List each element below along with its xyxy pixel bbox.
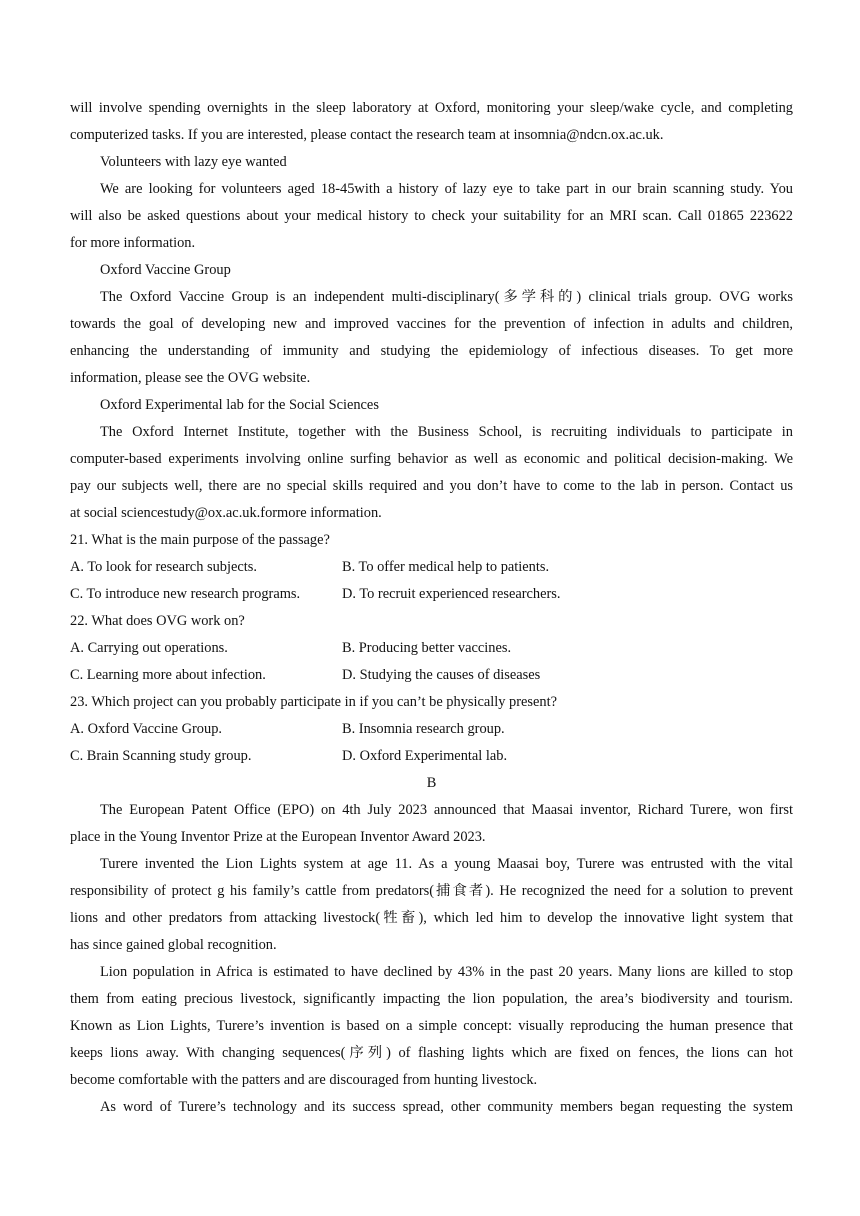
- text-line: pay our subjects well, there are no special skills required and you don’t have to come to the lab in person. Contact us: [70, 478, 793, 494]
- option-d: D. To recruit experienced researchers.: [342, 586, 561, 602]
- option-b: B. Producing better vaccines.: [342, 640, 512, 656]
- text-line: Turere invented the Lion Lights system at age 11. As a young Maasai boy, Turere was entrusted with the vital: [100, 856, 793, 872]
- text-line: keeps lions away. With changing sequences(序列) of flashing lights which are fixed on fences, the lions can hot: [70, 1045, 793, 1061]
- text-line: The Oxford Vaccine Group is an independent multi-disciplinary(多学科的) clinical trials group. OVG works: [100, 289, 793, 305]
- section-heading-experimental-lab: Oxford Experimental lab for the Social Sciences: [100, 397, 379, 413]
- text-line: The Oxford Internet Institute, together with the Business School, is recruiting individuals to participate in: [100, 424, 793, 440]
- option-row: [70, 635, 793, 662]
- text-line: has since gained global recognition.: [70, 937, 277, 953]
- option-b: B. To offer medical help to patients.: [342, 559, 550, 575]
- text-line: will also be asked questions about your medical history to check your suitability for an MRI scan. Call 01865 223622: [70, 208, 793, 224]
- option-b: B. Insomnia research group.: [342, 721, 505, 737]
- text-line: information, please see the OVG website.: [70, 370, 311, 386]
- text-line: As word of Turere’s technology and its success spread, other community members began requesting the system: [100, 1099, 793, 1115]
- option-row: [70, 743, 793, 770]
- question-stem-22: 22. What does OVG work on?: [70, 613, 245, 629]
- text-line: computer-based experiments involving online surfing behavior as well as economic and political decision-making. We: [70, 451, 793, 467]
- option-row: [70, 716, 793, 743]
- option-d: D. Studying the causes of diseases: [342, 667, 541, 683]
- option-row: [70, 581, 793, 608]
- option-c: C. Learning more about infection.: [70, 667, 266, 683]
- section-heading-vaccine: Oxford Vaccine Group: [100, 262, 231, 278]
- text-line: become comfortable with the patters and are discouraged from hunting livestock.: [70, 1072, 538, 1088]
- option-d: D. Oxford Experimental lab.: [342, 748, 508, 764]
- text-line: responsibility of protect g his family’s cattle from predators(捕食者). He recognized the need for a solution to prevent: [70, 883, 793, 899]
- option-row: [70, 554, 793, 581]
- text-line: at social sciencestudy@ox.ac.uk.formore information.: [70, 505, 382, 521]
- option-row: [70, 662, 793, 689]
- text-line: place in the Young Inventor Prize at the European Inventor Award 2023.: [70, 829, 486, 845]
- section-heading-lazy-eye: Volunteers with lazy eye wanted: [100, 154, 287, 170]
- text-line: We are looking for volunteers aged 18-45with a history of lazy eye to take part in our brain scanning study. You: [100, 181, 793, 197]
- text-line: Known as Lion Lights, Turere’s invention is based on a simple concept: visually reproducing the human presence that: [70, 1018, 793, 1034]
- option-c: C. To introduce new research programs.: [70, 586, 301, 602]
- document-page: [70, 95, 793, 1121]
- text-line: lions and other predators from attacking livestock(牲畜), which led him to develop the innovative light system that: [70, 910, 793, 926]
- question-stem-21: 21. What is the main purpose of the passage?: [70, 532, 330, 548]
- question-stem-23: 23. Which project can you probably participate in if you can’t be physically present?: [70, 694, 557, 710]
- text-line: Lion population in Africa is estimated to have declined by 43% in the past 20 years. Many lions are killed to stop: [100, 964, 793, 980]
- text-line: The European Patent Office (EPO) on 4th July 2023 announced that Maasai inventor, Richard Turere, won first: [100, 802, 793, 818]
- option-c: C. Brain Scanning study group.: [70, 748, 252, 764]
- text-line: for more information.: [70, 235, 196, 251]
- text-line: enhancing the understanding of immunity and studying the epidemiology of infectious diseases. To get more: [70, 343, 793, 359]
- option-a: A. Oxford Vaccine Group.: [70, 721, 222, 737]
- option-a: A. To look for research subjects.: [70, 559, 257, 575]
- text-line: them from eating precious livestock, significantly impacting the lion population, the area’s biodiversity and tourism.: [70, 991, 793, 1007]
- text-line: will involve spending overnights in the sleep laboratory at Oxford, monitoring your sleep/wake cycle, and completing: [70, 100, 793, 116]
- text-line: computerized tasks. If you are interested, please contact the research team at insomnia@ndcn.ox.ac.uk.: [70, 127, 664, 143]
- option-a: A. Carrying out operations.: [70, 640, 228, 656]
- passage-label: B: [426, 775, 437, 791]
- text-line: towards the goal of developing new and improved vaccines for the prevention of infection in adults and children,: [70, 316, 793, 332]
